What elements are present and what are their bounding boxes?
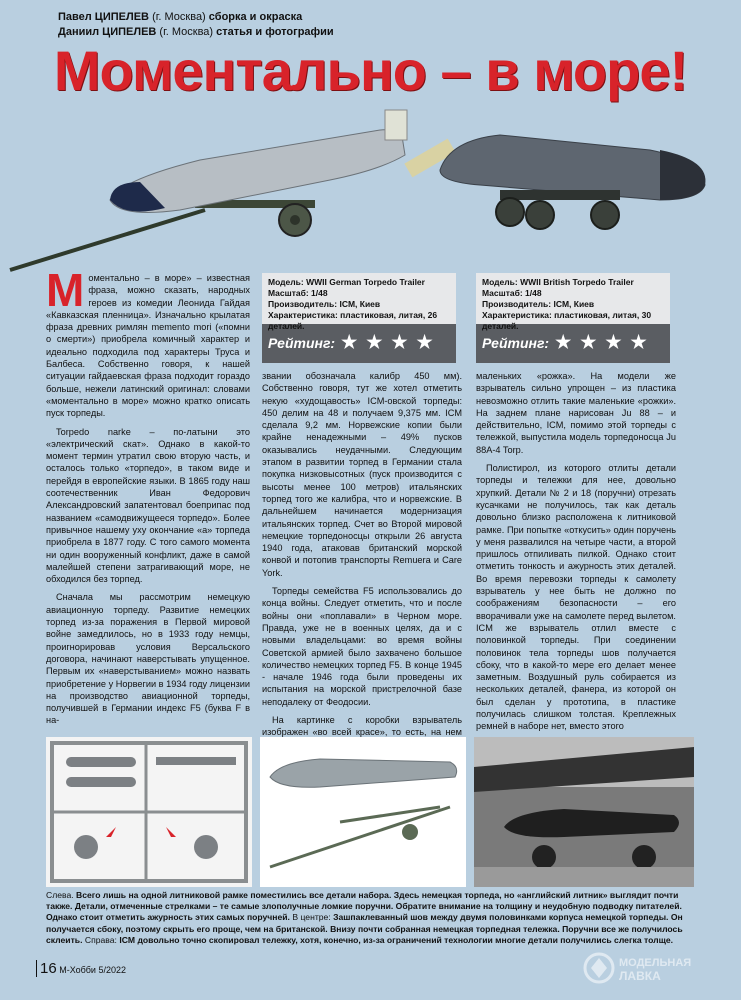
caption-text-left: Всего лишь на одной литниковой рамке поместились все детали набора. Здесь немецкая торпеда, но «английский литник» выглядит почти также. Детали, отмеченные стрелками – те самые злополучные ломкие поручни. Обратите внимание на толщину и неудобную подводку питателей. Однако стоит отметить ажурность этих самых поручней.: [46, 890, 682, 923]
magazine-issue: М-Хобби 5/2022: [59, 965, 126, 975]
british-wheel-1: [496, 198, 524, 226]
british-wheel-3: [591, 201, 619, 229]
text-column-1: [46, 264, 250, 727]
logo-line-2: ЛАВКА: [619, 969, 661, 983]
article-title: Моментально – в море!: [53, 39, 688, 102]
col1-paragraph-2: Torpedo narke – по-латыни это «электрический скат». Однако в какой-то момент термин утратил свою вторую часть, и осталось только «торпедо», в таком виде и перейдя в европейские языки. В 1865 году наш соотечественник Иван Федорович Александровский запатентовал боеприпас под названием «самодвижущееся торпедо». Более привычное нашему уху окончание «а» торпеда приобрела в 1877 году. С того самого момента ни один вооруженный конфликт, даже в самой малейшей степени затрагивающий море, не обходился без торпед.: [46, 426, 250, 585]
col2-paragraph-1: звании обозначала калибр 450 мм). Собственно говоря, тут же хотел отметить некую «худощавость» ICM-овской торпеды: 450 делим на 48 и получаем 9,375 мм. ICM сделала 9,2 мм. Норвежские копии были крайне ненадежными – 49% пусков оказывались неудачными. Следующим этапом в развитии торпед в Германии стала покупка низковысотных (пуск производится с высоты менее 100 метров) итальянских торпед того же калибра, что и норвежские. В дальнейшем начинается модернизация итальянских торпед. Счет во Второй мировой немецкие торпедоносцы открыли 26 августа 1940 года, атаковав британский морской конвой и потопив транспорты Remuera и Care York.: [262, 371, 462, 578]
drop-cap: М: [46, 264, 85, 316]
photo-historical: [474, 737, 694, 887]
spec-german-scale: Масштаб: 1/48: [268, 288, 328, 298]
watermark-logo: [583, 948, 703, 988]
torpedo-and-trailer-illustration: [260, 737, 466, 887]
spec-german-model: Модель: WWII German Torpedo Trailer: [268, 277, 425, 287]
author-2-location: (г. Москва): [159, 26, 214, 38]
spec-german-stars-icon: ★ ★ ★ ★: [341, 332, 435, 352]
spec-british-model: Модель: WWII British Torpedo Trailer: [482, 277, 634, 287]
spec-british-stars-icon: ★ ★ ★ ★: [555, 332, 649, 352]
caption-label-center: В центре:: [292, 912, 331, 923]
col1-paragraph-1: оментально – в море» – известная фраза, можно сказать, народных героев из комедии Леонида Гайдая «Кавказская пленница». Изначально крылатая фраза древних римлян memento mori («помни о смерти») приобрела комичный характер и идеально подходила под характеры Труса и Балбеса. Собственно говоря, к нашей ситуации гайдаевская фраза подходит гораздо больше, нежели латинский оригинал: словами «моментально в море» можно кратко описать пуск торпеды.: [46, 273, 250, 419]
spec-box-british: [476, 273, 670, 363]
author-1-role: сборка и окраска: [208, 11, 303, 23]
spec-british-info: Характеристика: пластиковая, литая, 30 деталей.: [482, 310, 652, 331]
spec-german-maker: Производитель: ICM, Киев: [268, 299, 381, 309]
caption-label-right: Справа:: [84, 934, 117, 945]
caption-text-right: ICM довольно точно скопировал тележку, хотя, конечно, из-за ограничений технологии многие детали получились слегка толще.: [119, 934, 674, 945]
tow-bar: [10, 210, 205, 270]
british-wheel-2: [526, 201, 554, 229]
page-footer: [36, 960, 126, 977]
sprue-frame-illustration: [46, 737, 252, 887]
col1-paragraph-3: Сначала мы рассмотрим немецкую авиационную торпеду. Развитие немецких торпед из-за поражения в Первой мировой войне замедлилось, но в 1933 году немцы, проигнорировав условия Версальского договора, начинают наверстывать упущенное. Первым их «наверстыванием» можно назвать приобретение у Норвегии в 1934 году лицензии на производство авиационной торпеды, получившей в Германии индекс F5 (буква F в на-: [46, 592, 250, 726]
col2-paragraph-3: На картинке с коробки взрыватель изображен «во всей красе», то есть, на нем: [262, 715, 462, 738]
author-credits: [58, 10, 334, 40]
british-torpedo-nose: [660, 150, 705, 200]
torpedo-models-illustration: [0, 100, 741, 275]
photo-torpedo-seam: [260, 737, 466, 887]
german-tail-fin: [385, 110, 407, 140]
spec-german-info: Характеристика: пластиковая, литая, 26 деталей.: [268, 310, 438, 331]
historical-photo-illustration: [474, 737, 694, 887]
col3-paragraph-2: Полистирол, из которого отлиты детали торпеды и тележки для нее, довольно хрупкий. Детали № 2 и 18 (поручни) отрезать кусачками не получилось, так как деталь довольно близко расположена к литниковой рамке. При попытке «откусить» один поручень у меня развалился на четыре части, а второй пришлось отпиливать пилкой. Однако стоит отметить тонкость и ажурность этих деталей. Во время перевозки торпеды к самолету взрыватель у нее быть не должно по соображениям безопасности – его вворачивали уже на самолете перед вылетом. ICM же взрыватель отлил вместе с половинкой торпеды. При соединении половинок тела торпеды шов получается сбоку, что в какой-то мере его делает менее заметным. Воздушный руль собирается из нескольких деталей, фанера, из которой он был сделан у прототипа, в пластике получилась слишком толстая. Креплежных ремней в наборе нет, вместо этого: [476, 463, 676, 732]
caption-text-center: Зашпаклеванный шов между двумя половинками корпуса немецкой торпеды. Он получается сбоку, поэтому скрыть его проще, чем на британской. Внизу почти собранная немецкая торпедная тележка. Поручни все же получилось склеить.: [46, 912, 683, 945]
page-number: 16: [36, 960, 57, 977]
spec-british-maker: Производитель: ICM, Киев: [482, 299, 595, 309]
photo-caption: [46, 890, 696, 946]
text-column-3: [476, 370, 676, 733]
text-column-2: [262, 370, 462, 751]
hero-photo: [0, 100, 741, 275]
british-trailer-frame: [500, 190, 620, 200]
spec-box-german: [262, 273, 456, 363]
author-1-name: Павел ЦИПЕЛЕВ: [58, 11, 149, 23]
author-1-location: (г. Москва): [152, 11, 206, 23]
col2-paragraph-2: Торпеды семейства F5 использовались до конца войны. Следует отметить, что и после войны они «поплавали» в Черном море. Правда, уже не в военных целях, да и с новыми владельцами: во время войны Советской армией было захвачено большое количество немецких торпед F5. В конце 1945 - начале 1946 года были проведены их испытания на морской пристрелочной базе неподалеку от Феодосии.: [262, 586, 462, 707]
watermark-logo-icon: [583, 948, 703, 988]
author-2-role: статья и фотографии: [216, 26, 334, 38]
spec-german-rating-label: Рейтинг:: [268, 334, 336, 351]
col3-paragraph-1: маленьких «рожка». На модели же взрыватель сильно упрощен – из пластика невозможно отлить такие маленькие «рожки». На заднем плане нарисован Ju 88 – и действительно, ICM, помимо этой торпеды с тележкой, выпустила модель торпедоносца Ju 88A-4 Torp.: [476, 371, 676, 455]
caption-label-left: Слева.: [46, 890, 74, 900]
logo-line-1: МОДЕЛЬНАЯ: [619, 957, 692, 969]
author-2-name: Даниил ЦИПЕЛЕВ: [58, 26, 157, 38]
spec-british-rating-label: Рейтинг:: [482, 334, 550, 351]
spec-british-scale: Масштаб: 1/48: [482, 288, 542, 298]
photo-sprue: [46, 737, 252, 887]
